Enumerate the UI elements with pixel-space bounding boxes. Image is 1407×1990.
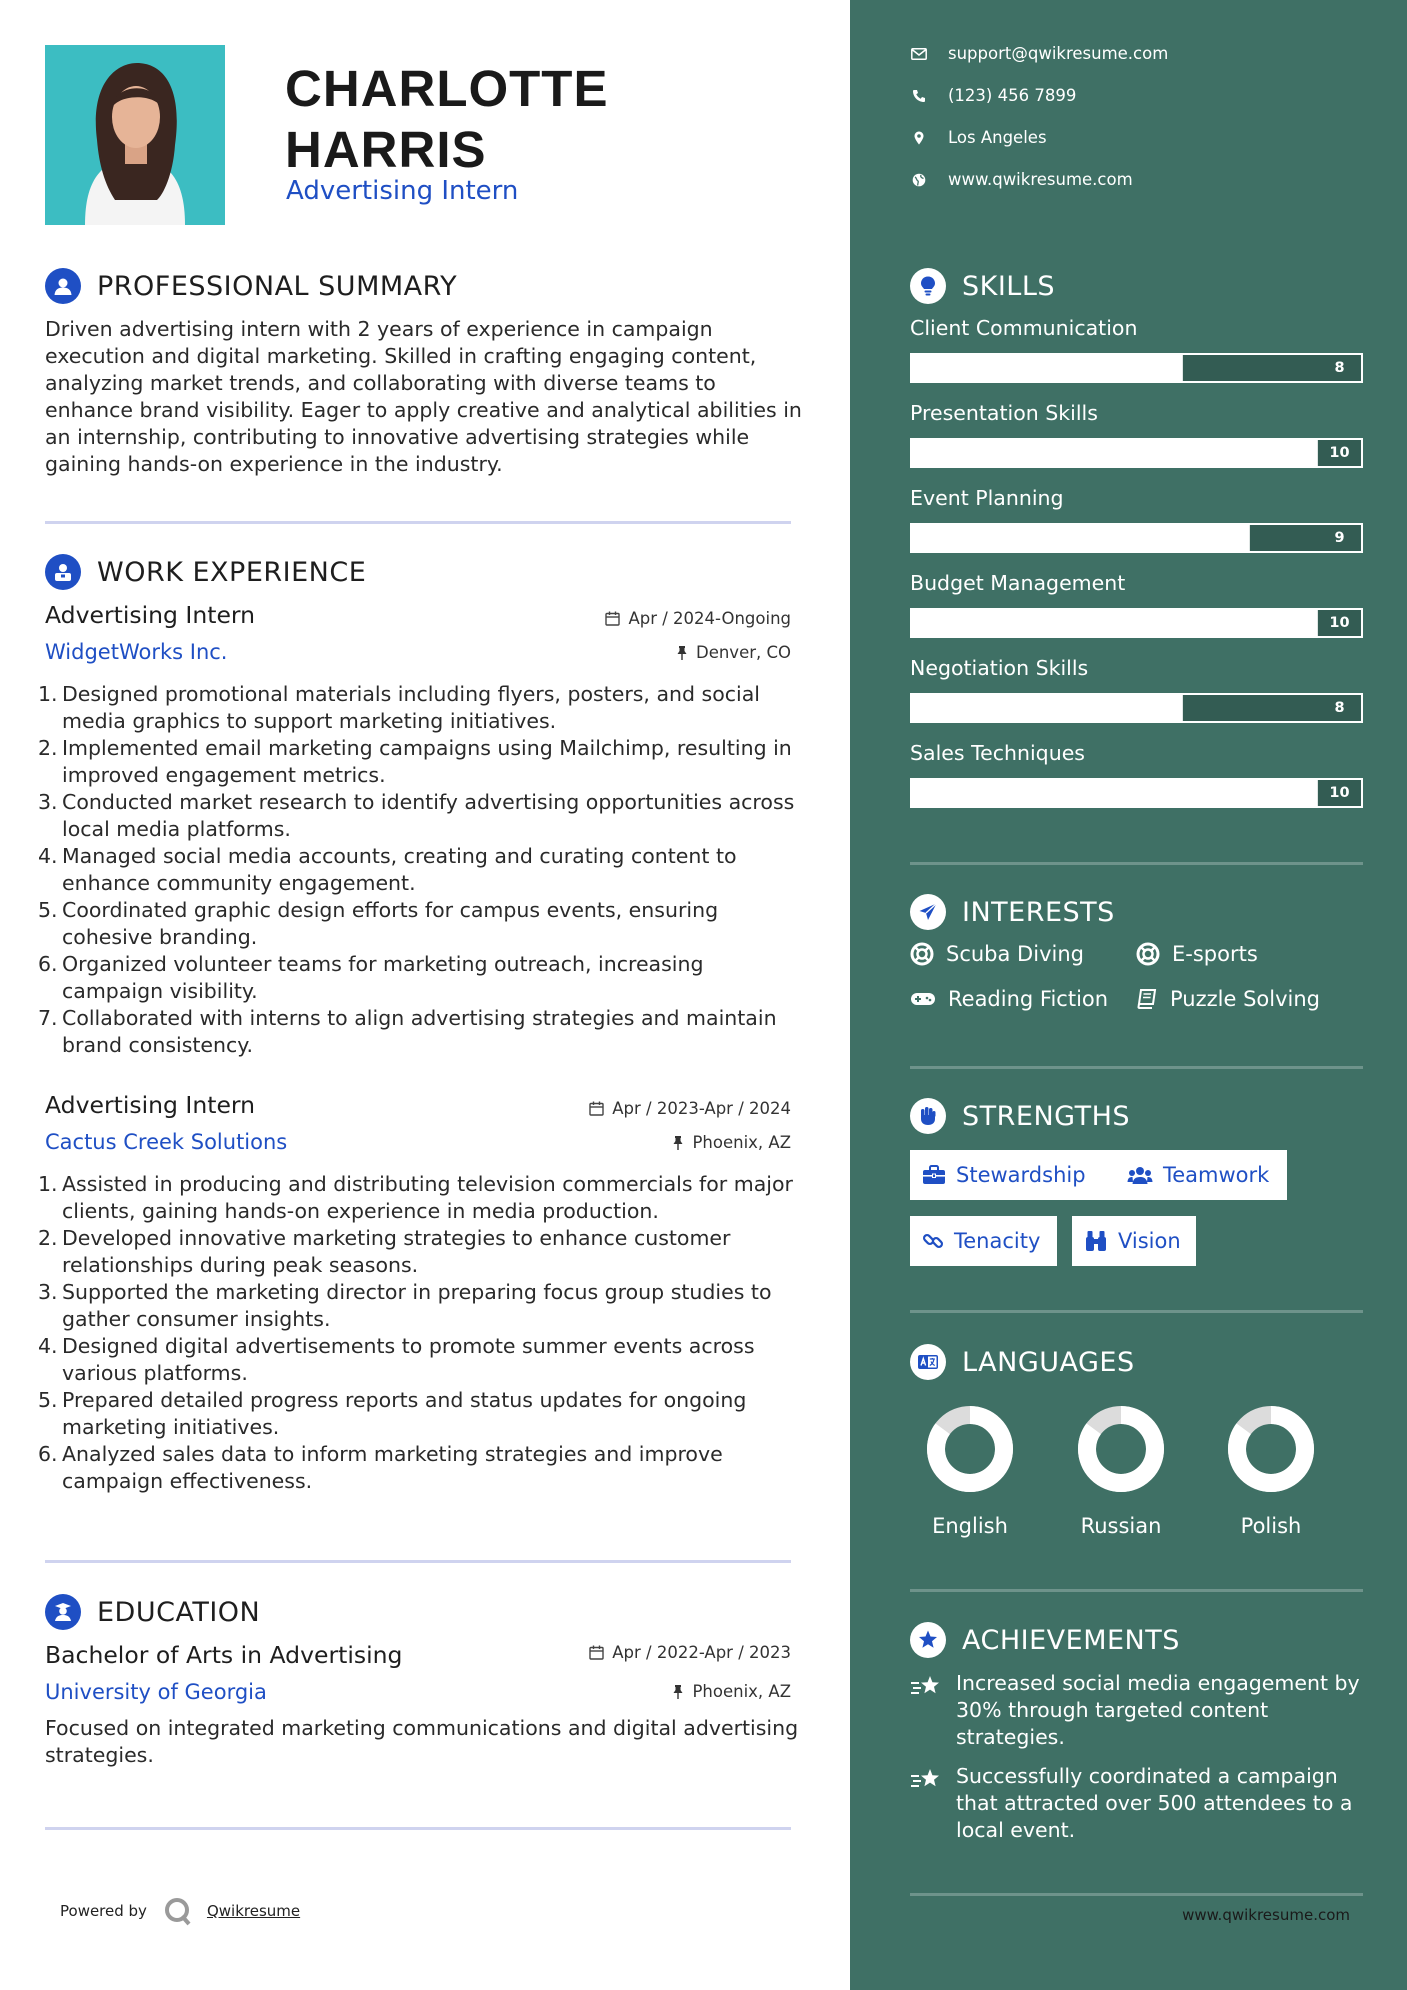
skill-name: Budget Management: [910, 571, 1126, 595]
language-donut: [1061, 1404, 1181, 1494]
skill-bar-track: [912, 355, 1318, 381]
contact-email-text[interactable]: support@qwikresume.com: [948, 44, 1169, 63]
sidebar-divider: [910, 1893, 1363, 1896]
strengths-heading-text: STRENGTHS: [962, 1100, 1131, 1132]
job-2-dates: [589, 1099, 791, 1118]
skill-bar-track: [912, 525, 1318, 551]
candidate-title: Advertising Intern: [286, 176, 519, 206]
achievements-heading: [910, 1622, 1180, 1658]
job-2-bullets: [38, 1171, 808, 1495]
lightbulb-icon: [910, 268, 946, 304]
interest-label: Scuba Diving: [946, 942, 1084, 966]
language-donut: [1211, 1404, 1331, 1494]
education-degree: Bachelor of Arts in Advertising: [45, 1641, 403, 1669]
shooting-star-icon: [910, 1674, 942, 1700]
life-ring-icon: [910, 942, 934, 966]
sidebar-divider: [910, 1589, 1363, 1592]
interest-label: Reading Fiction: [948, 987, 1109, 1011]
job-2-company: Cactus Creek Solutions: [45, 1130, 288, 1154]
education-dates: [589, 1643, 791, 1662]
skills-heading-text: SKILLS: [962, 270, 1056, 302]
education-school: University of Georgia: [45, 1680, 267, 1704]
job-1-location: [676, 643, 791, 662]
job-2-location: [672, 1133, 791, 1152]
interest-label: Puzzle Solving: [1170, 987, 1320, 1011]
skill-score: 10: [1318, 610, 1361, 636]
achievement-item: [910, 1670, 1370, 1751]
strength-label: Tenacity: [954, 1229, 1041, 1253]
job-1-dates: [605, 609, 791, 628]
section-divider: [45, 1560, 791, 1563]
contact-phone-text: (123) 456 7899: [948, 86, 1077, 105]
list-item: 7. Collaborated with interns to align advertising strategies and maintain brand consistency.: [38, 1006, 777, 1057]
pin-icon: [672, 1135, 684, 1150]
language-name: English: [932, 1514, 1008, 1538]
interest-item: [1136, 942, 1258, 966]
powered-by-label: Powered by: [60, 1902, 147, 1920]
skill-bar-track: [912, 695, 1318, 721]
name-first: CHARLOTTE: [285, 60, 609, 117]
education-description: Focused on integrated marketing communications and digital advertising strategies.: [45, 1716, 799, 1767]
life-ring-icon: [1136, 942, 1160, 966]
paper-plane-icon: [910, 894, 946, 930]
skill-score: 8: [1318, 355, 1361, 381]
skill-score: 10: [1318, 440, 1361, 466]
achievement-item: [910, 1763, 1370, 1844]
briefcase-icon: [922, 1165, 946, 1185]
interests-heading-text: INTERESTS: [962, 896, 1115, 928]
education-heading: [45, 1594, 260, 1630]
briefcase-user-icon: [45, 554, 81, 590]
contact-email: [910, 44, 1168, 63]
qwikresume-logo-icon: [163, 1896, 193, 1926]
contact-website-text[interactable]: www.qwikresume.com: [948, 170, 1133, 189]
summary-heading-text: PROFESSIONAL SUMMARY: [97, 270, 458, 302]
list-item: 2. Implemented email marketing campaigns using Mailchimp, resulting in improved engagement metrics.: [38, 736, 792, 787]
language-name: Russian: [1080, 1514, 1162, 1538]
list-item: 4. Managed social media accounts, creating and curating content to enhance community engagement.: [38, 844, 737, 895]
contact-phone: [910, 86, 1076, 105]
skill-bar: [910, 523, 1363, 553]
users-icon: [1127, 1165, 1153, 1185]
experience-heading: [45, 554, 366, 590]
interests-heading: [910, 894, 1115, 930]
interest-item: [1136, 987, 1320, 1011]
candidate-name: [285, 58, 765, 180]
summary-text: Driven advertising intern with 2 years of experience in campaign execution and digital marketing. Skilled in crafting engaging content, analyzing market trends, and collaborating with diverse teams to enhance brand visibility. Eager to apply creative and analytical abilities in an internship, contributing to innovative advertising strategies while gaining hands-on experience in the industry.: [45, 317, 802, 476]
profile-photo: [45, 45, 225, 225]
skill-bar-fill: [912, 695, 1183, 721]
skill-score: 9: [1318, 525, 1361, 551]
globe-icon: [912, 173, 926, 187]
interest-label: E-sports: [1172, 942, 1258, 966]
strengths-heading: [910, 1098, 1130, 1134]
language-item: [910, 1404, 1030, 1538]
job-1-company: WidgetWorks Inc.: [45, 640, 228, 664]
skill-name: Presentation Skills: [910, 401, 1098, 425]
strength-label: Vision: [1118, 1229, 1181, 1253]
interest-item: [910, 987, 1108, 1011]
phone-icon: [912, 89, 926, 103]
education-dates-text: Apr / 2022-Apr / 2023: [612, 1643, 791, 1662]
interest-item: [910, 942, 1084, 966]
avatar-illustration: [45, 45, 225, 225]
strength-label: Stewardship: [956, 1163, 1086, 1187]
skill-bar-fill: [912, 440, 1318, 466]
skills-heading: [910, 268, 1055, 304]
experience-heading-text: WORK EXPERIENCE: [97, 556, 367, 588]
footer-website[interactable]: www.qwikresume.com: [1182, 1906, 1350, 1924]
skill-bar-track: [912, 440, 1318, 466]
skill-name: Client Communication: [910, 316, 1138, 340]
education-location: [672, 1682, 791, 1701]
star-badge-icon: [910, 1622, 946, 1658]
strength-label: Teamwork: [1163, 1163, 1270, 1187]
sidebar-divider: [910, 862, 1363, 865]
list-item: 1. Assisted in producing and distributing television commercials for major clients, gaining hands-on experience in media production.: [38, 1172, 793, 1223]
skill-score: 10: [1318, 780, 1361, 806]
education-location-text: Phoenix, AZ: [692, 1682, 791, 1701]
skill-bar-fill: [912, 355, 1183, 381]
fist-icon: [910, 1098, 946, 1134]
summary-heading: [45, 268, 457, 304]
calendar-icon: [589, 1645, 604, 1660]
skill-bar-fill: [912, 525, 1250, 551]
calendar-icon: [589, 1101, 604, 1116]
language-donut: [910, 1404, 1030, 1494]
list-item: 6. Analyzed sales data to inform marketing strategies and improve campaign effectiveness.: [38, 1442, 723, 1493]
binoculars-icon: [1084, 1230, 1108, 1252]
skill-bar-fill: [912, 780, 1318, 806]
list-item: 5. Prepared detailed progress reports and status updates for ongoing marketing initiatives.: [38, 1388, 747, 1439]
map-marker-icon: [914, 131, 924, 145]
book-icon: [1136, 988, 1158, 1010]
graduate-icon: [45, 1594, 81, 1630]
list-item: 6. Organized volunteer teams for marketing outreach, increasing campaign visibility.: [38, 952, 704, 1003]
pin-icon: [672, 1684, 684, 1699]
list-item: 1. Designed promotional materials including flyers, posters, and social media graphics to support marketing initiatives.: [38, 682, 761, 733]
list-item: 2. Developed innovative marketing strategies to enhance customer relationships during peak seasons.: [38, 1226, 731, 1277]
job-1-location-text: Denver, CO: [695, 643, 791, 662]
strength-badge: [910, 1216, 1057, 1266]
strength-badge: [1115, 1150, 1287, 1200]
pin-icon: [676, 645, 688, 660]
skill-name: Sales Techniques: [910, 741, 1085, 765]
list-item: 4. Designed digital advertisements to promote summer events across various platforms.: [38, 1334, 755, 1385]
languages-heading: [910, 1344, 1135, 1380]
skill-name: Event Planning: [910, 486, 1064, 510]
achievement-text: Increased social media engagement by 30% through targeted content strategies.: [956, 1671, 1360, 1749]
skill-bar: [910, 608, 1363, 638]
skill-bar-track: [912, 780, 1318, 806]
job-1-bullets: [38, 681, 808, 1059]
list-item: 5. Coordinated graphic design efforts for campus events, ensuring cohesive branding.: [38, 898, 719, 949]
skill-bar-track: [912, 610, 1318, 636]
languages-heading-text: LANGUAGES: [962, 1346, 1135, 1378]
powered-by: [60, 1896, 300, 1926]
calendar-icon: [605, 611, 620, 626]
job-2-title: Advertising Intern: [45, 1091, 256, 1119]
skill-bar: [910, 353, 1363, 383]
language-name: Polish: [1240, 1514, 1302, 1538]
education-heading-text: EDUCATION: [97, 1596, 261, 1628]
user-icon: [45, 268, 81, 304]
name-last: HARRIS: [285, 121, 487, 178]
sidebar-divider: [910, 1066, 1363, 1069]
skill-bar: [910, 693, 1363, 723]
job-1-dates-text: Apr / 2024-Ongoing: [628, 609, 791, 628]
translate-icon: [910, 1344, 946, 1380]
strength-badge: [910, 1150, 1117, 1200]
contact-location-text: Los Angeles: [948, 128, 1047, 147]
job-2-location-text: Phoenix, AZ: [692, 1133, 791, 1152]
envelope-icon: [911, 48, 927, 60]
achievements-heading-text: ACHIEVEMENTS: [962, 1624, 1180, 1656]
contact-location: [910, 128, 1047, 147]
shooting-star-icon: [910, 1767, 942, 1793]
section-divider: [45, 521, 791, 524]
skill-bar: [910, 778, 1363, 808]
skill-score: 8: [1318, 695, 1361, 721]
list-item: 3. Supported the marketing director in preparing focus group studies to gather consumer insights.: [38, 1280, 772, 1331]
sidebar-divider: [910, 1310, 1363, 1313]
link-icon: [922, 1230, 944, 1252]
section-divider: [45, 1827, 791, 1830]
gamepad-icon: [910, 990, 936, 1008]
strength-badge: [1072, 1216, 1196, 1266]
language-item: [1061, 1404, 1181, 1538]
achievement-text: Successfully coordinated a campaign that attracted over 500 attendees to a local event.: [956, 1764, 1353, 1842]
language-item: [1211, 1404, 1331, 1538]
job-1-title: Advertising Intern: [45, 601, 256, 629]
list-item: 3. Conducted market research to identify advertising opportunities across local media platforms.: [38, 790, 795, 841]
skill-name: Negotiation Skills: [910, 656, 1089, 680]
skill-bar-fill: [912, 610, 1318, 636]
qwikresume-link[interactable]: Qwikresume: [206, 1902, 301, 1920]
job-2-dates-text: Apr / 2023-Apr / 2024: [612, 1099, 791, 1118]
skill-bar: [910, 438, 1363, 468]
contact-website: [910, 170, 1133, 189]
